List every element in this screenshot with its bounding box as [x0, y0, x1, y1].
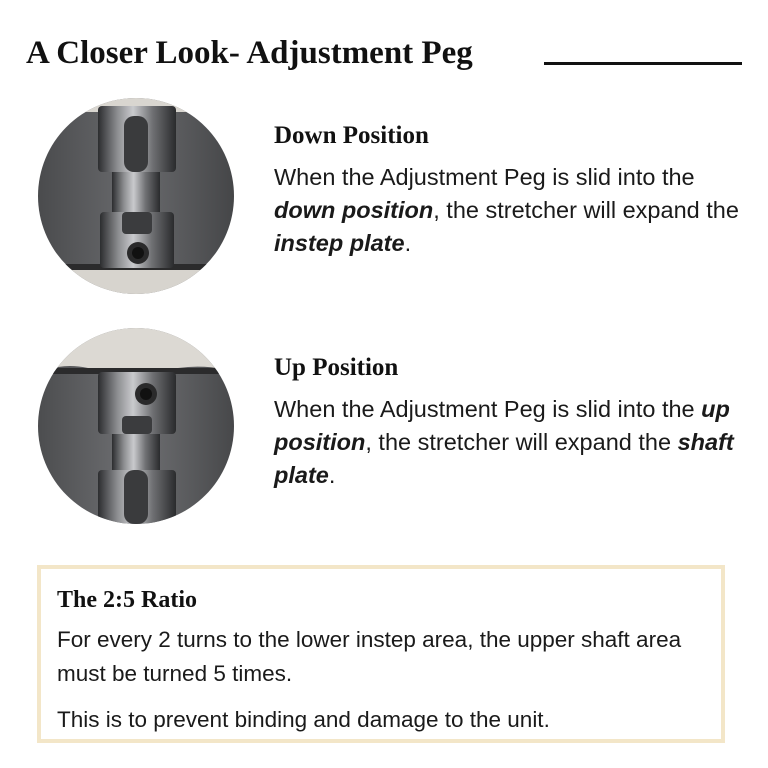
ratio-info-box: [37, 565, 725, 743]
ratio-instruction: For every 2 turns to the lower instep area, the upper shaft area must be turned 5 times.: [57, 627, 682, 686]
down-text-before: When the Adjustment Peg is slid into the: [274, 164, 695, 190]
title-underline: [544, 62, 742, 65]
up-position-description: [274, 393, 744, 492]
down-text-after: .: [404, 230, 412, 256]
down-emphasis-plate: instep plate: [274, 230, 405, 256]
up-text-after: .: [328, 462, 336, 488]
ratio-heading: The 2:5 Ratio: [57, 587, 197, 613]
down-emphasis-position: down position: [274, 197, 434, 223]
up-position-heading: Up Position: [274, 354, 399, 381]
down-position-heading: Down Position: [274, 122, 429, 149]
page-title: A Closer Look- Adjustment Peg: [26, 35, 473, 71]
up-emphasis-position: up position: [274, 396, 730, 455]
down-position-section: [274, 119, 744, 260]
down-position-photo: [38, 98, 234, 294]
up-position-photo: [38, 328, 234, 524]
up-emphasis-plate: shaft plate: [274, 429, 734, 488]
up-text-middle: , the stretcher will expand the: [365, 429, 678, 455]
up-text-before: When the Adjustment Peg is slid into the: [274, 396, 702, 422]
down-position-description: [274, 161, 744, 260]
down-text-middle: , the stretcher will expand the: [433, 197, 739, 223]
up-position-section: [274, 351, 744, 492]
ratio-purpose: This is to prevent binding and damage to the unit.: [57, 707, 550, 732]
